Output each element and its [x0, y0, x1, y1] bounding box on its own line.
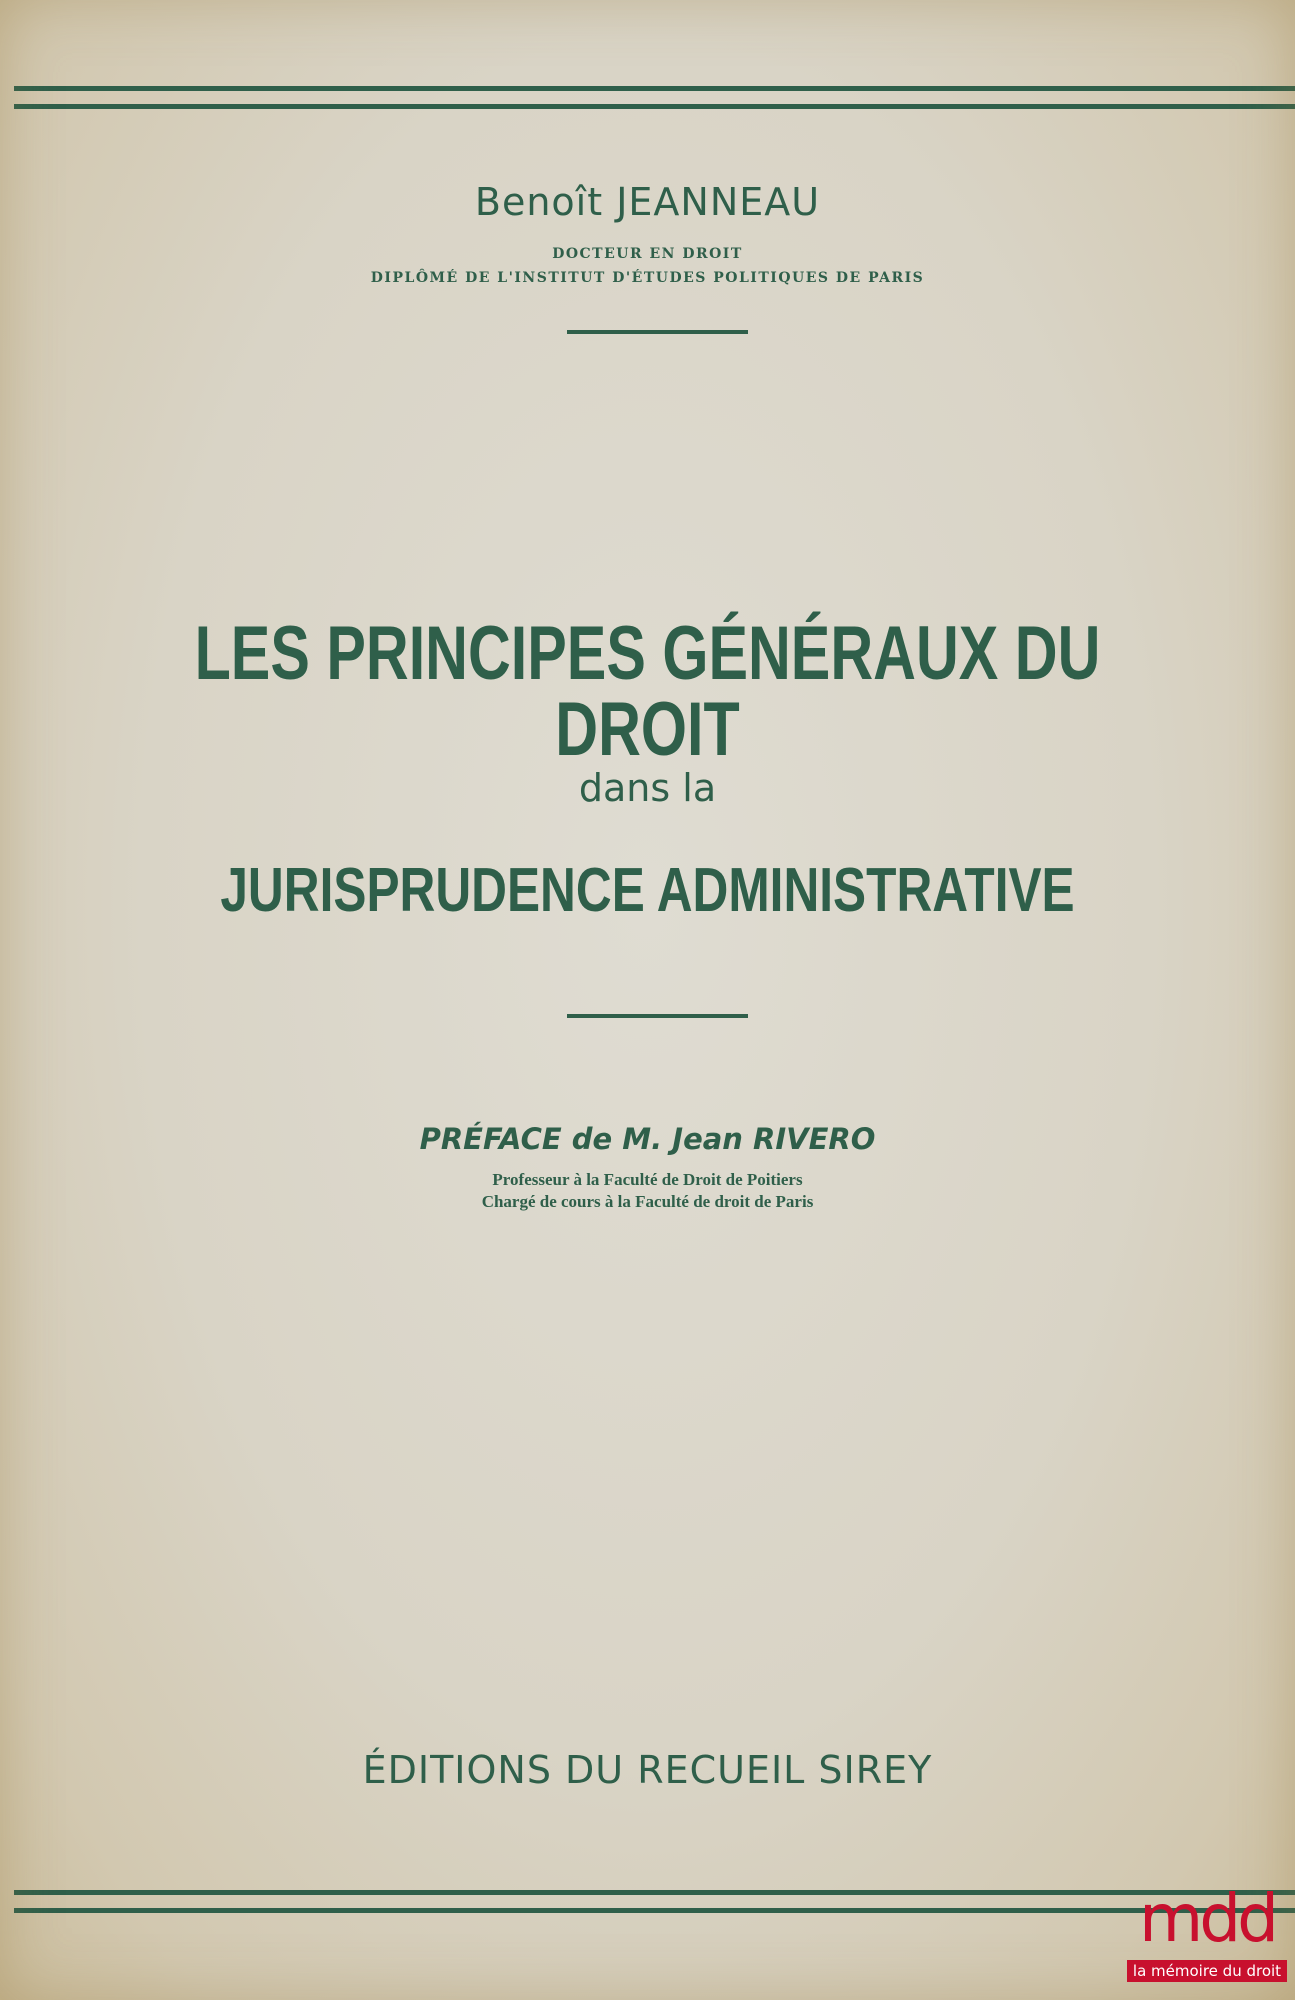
preface-credential-2: Chargé de cours à la Faculté de droit de Paris: [481, 1192, 814, 1211]
preface-credential-1: Professeur à la Faculté de Droit de Poitiers: [492, 1170, 803, 1189]
mdd-logo-letters: mdd: [1138, 1880, 1276, 1957]
author-credential-2: DIPLÔMÉ DE L'INSTITUT D'ÉTUDES POLITIQUES DE PARIS: [370, 270, 925, 286]
bottom-double-rule-lower: [14, 1908, 1295, 1913]
divider-upper: [567, 330, 748, 334]
preface-line: PRÉFACE de M. Jean RIVERO: [419, 1122, 876, 1156]
publisher-name: ÉDITIONS DU RECUEIL SIREY: [362, 1748, 933, 1792]
book-title-connector: dans la: [578, 766, 717, 810]
book-title-main: LES PRINCIPES GÉNÉRAUX DU DROIT: [194, 611, 1101, 772]
top-double-rule-upper: [14, 86, 1295, 91]
book-title-sub: JURISPRUDENCE ADMINISTRATIVE: [220, 856, 1075, 925]
author-name: Benoît JEANNEAU: [474, 180, 821, 224]
top-double-rule-lower: [14, 104, 1295, 109]
author-credential-1: DOCTEUR EN DROIT: [552, 246, 743, 262]
mdd-logo: [1127, 1880, 1287, 1994]
bottom-double-rule-upper: [14, 1890, 1295, 1895]
divider-lower: [567, 1014, 748, 1018]
mdd-logo-caption: la mémoire du droit: [1127, 1960, 1287, 1982]
